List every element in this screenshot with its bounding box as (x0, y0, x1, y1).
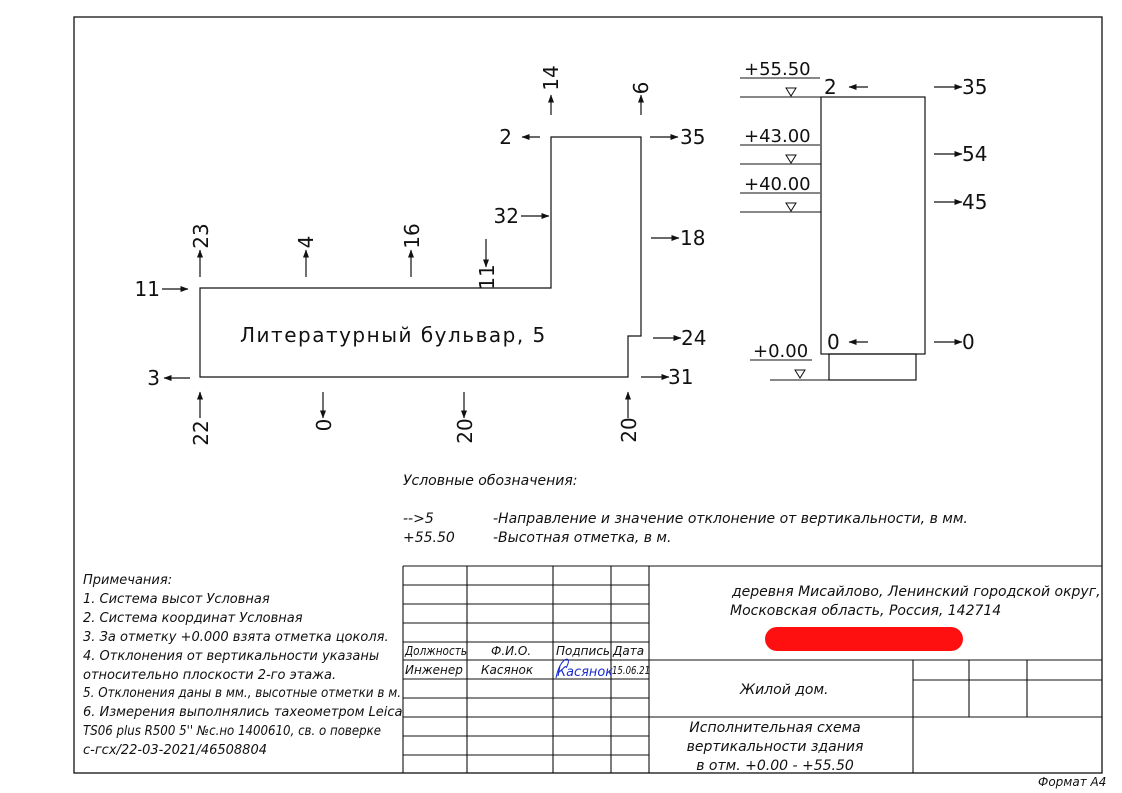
elevation-mark (750, 341, 829, 380)
elevation-mark (740, 126, 821, 164)
legend-symbol: -->5 (403, 511, 434, 527)
note-line: относительно плоскости 2-го этажа. (83, 668, 337, 683)
elevation-mark (740, 174, 821, 212)
deviation-value: 11 (134, 277, 160, 301)
deviation-value: 18 (680, 226, 706, 250)
deviation-value: 24 (681, 326, 707, 350)
row-date: 15.06.21 (612, 664, 650, 677)
deviation-arrow (827, 330, 868, 354)
row-position: Инженер (405, 663, 463, 677)
header-position: Должность (404, 644, 467, 658)
section-plinth (829, 354, 916, 380)
deviation-arrow (934, 190, 987, 214)
deviation-arrow (499, 125, 540, 149)
legend-symbol: +55.50 (403, 530, 455, 546)
note-line: 1. Система высот Условная (83, 592, 270, 607)
deviation-arrow (650, 125, 705, 149)
deviation-arrow (539, 65, 563, 115)
deviation-value: 16 (400, 223, 424, 249)
deviation-value: 20 (617, 417, 641, 443)
deviation-arrow (494, 204, 549, 228)
note-line: 2. Система координат Условная (83, 611, 303, 626)
deviation-arrow (475, 239, 499, 290)
deviation-value: 3 (147, 366, 160, 390)
signature: Касянок (557, 665, 614, 680)
object-name: Жилой дом. (740, 682, 829, 698)
deviation-arrow (934, 75, 987, 99)
deviation-arrow (312, 392, 336, 431)
header-signature: Подпись (556, 644, 610, 658)
deviation-value: 54 (962, 142, 988, 166)
notes-title: Примечания: (83, 573, 173, 588)
deviation-value: 0 (312, 418, 336, 432)
deviation-arrow (651, 226, 705, 250)
deviation-arrows (135, 65, 988, 445)
header-date: Дата (613, 644, 645, 658)
deviation-arrow (400, 223, 424, 277)
building-plan (200, 137, 641, 377)
deviation-value: 11 (475, 264, 499, 290)
deviation-value: 32 (493, 204, 519, 228)
deviation-value: 35 (680, 125, 706, 149)
deviation-arrow (641, 365, 693, 389)
deviation-value: 23 (189, 223, 213, 249)
drawing-title: в отм. +0.00 - +55.50 (696, 758, 854, 774)
deviation-value: 20 (453, 418, 477, 444)
note-line: 3. За отметку +0.000 взята отметка цоколя. (83, 630, 389, 645)
svg-text:+55.50: +55.50 (744, 59, 811, 80)
note-line: с-гсх/22-03-2021/46508804 (83, 743, 267, 758)
deviation-value: 2 (499, 125, 512, 149)
deviation-value: 35 (962, 75, 988, 99)
svg-text:+40.00: +40.00 (744, 174, 811, 195)
address-line: деревня Мисайлово, Ленинский городской округ, (732, 584, 1101, 600)
note-line: 5. Отклонения даны в мм., высотные отметки в м. (83, 686, 401, 701)
deviation-value: 0 (827, 330, 840, 354)
note-line: 4. Отклонения от вертикальности указаны (83, 649, 380, 664)
deviation-arrow (189, 223, 213, 277)
deviation-arrow (653, 326, 706, 350)
deviation-arrow (135, 277, 188, 301)
legend-description: -Высотная отметка, в м. (493, 530, 672, 546)
deviation-arrow (617, 392, 641, 443)
deviation-value: 14 (539, 65, 563, 91)
svg-text:+43.00: +43.00 (744, 126, 811, 147)
deviation-value: 31 (668, 365, 694, 389)
drawing-title: Исполнительная схема (689, 720, 861, 736)
note-line: 6. Измерения выполнялись тахеометром Leica (83, 705, 403, 720)
deviation-arrow (934, 330, 975, 354)
elevation-mark (740, 59, 821, 97)
deviation-arrow (147, 366, 190, 390)
deviation-value: 6 (629, 81, 653, 95)
deviation-value: 4 (294, 235, 318, 249)
format-label: Формат А4 (1038, 775, 1107, 789)
deviation-value: 45 (962, 190, 988, 214)
address-line: Московская область, Россия, 142714 (730, 603, 1002, 619)
deviation-arrow (189, 392, 213, 446)
note-line: TS06 plus R500 5'' №с.но 1400610, св. о поверке (83, 724, 381, 739)
deviation-arrow (824, 75, 868, 99)
deviation-value: 0 (962, 330, 975, 354)
deviation-arrow (294, 236, 318, 277)
section-building (821, 97, 925, 354)
redaction-bar (765, 627, 963, 651)
notes (83, 573, 403, 758)
svg-text:+0.00: +0.00 (753, 341, 809, 362)
deviation-arrow (934, 142, 987, 166)
row-name: Касянок (481, 663, 534, 677)
legend-title: Условные обозначения: (403, 473, 578, 489)
legend-description: -Направление и значение отклонение от вертикальности, в мм. (493, 511, 968, 527)
deviation-value: 2 (824, 75, 837, 99)
drawing-title: вертикальности здания (686, 739, 864, 755)
header-name: Ф.И.О. (491, 644, 532, 658)
deviation-arrow (629, 82, 653, 115)
address-label: Литературный бульвар, 5 (240, 323, 547, 347)
legend (403, 473, 968, 546)
deviation-arrow (453, 392, 477, 444)
deviation-value: 22 (189, 420, 213, 446)
